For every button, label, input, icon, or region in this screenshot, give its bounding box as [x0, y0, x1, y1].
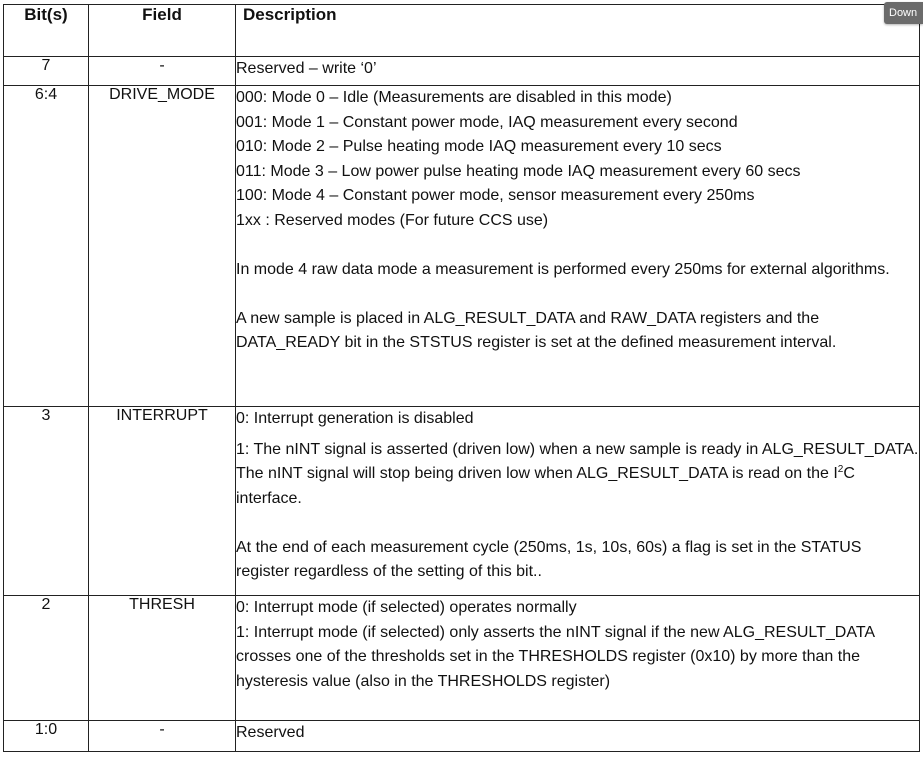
- desc-line: 011: Mode 3 – Low power pulse heating mode IAQ measurement every 60 secs: [236, 162, 801, 180]
- header-description: Description: [236, 5, 920, 57]
- desc-paragraph: A new sample is placed in ALG_RESULT_DATA and RAW_DATA registers and the DATA_READY bit in the STSTUS register is set at the defined measurement interval.: [236, 309, 837, 351]
- row-field: THRESH: [89, 596, 236, 721]
- desc-line: 0: Interrupt generation is disabled: [236, 410, 474, 427]
- desc-paragraph: In mode 4 raw data mode a measurement is performed every 250ms for external algorithms.: [236, 260, 890, 278]
- row-bits: 3: [4, 407, 89, 596]
- header-bits: Bit(s): [4, 5, 89, 57]
- desc-paragraph: 1: Interrupt mode (if selected) only asserts the nINT signal if the new ALG_RESULT_DATA crosses one of the thresholds set in the THRESHOLDS register (0x10) by more than the hysteresis value (also in the THRESHOLDS register): [236, 623, 875, 690]
- desc-paragraph: [236, 438, 919, 512]
- superscript: 2: [837, 464, 844, 475]
- row-bits: 1:0: [4, 721, 89, 752]
- table-row: [4, 57, 920, 86]
- row-bits: 2: [4, 596, 89, 721]
- row-bits: 6:4: [4, 86, 89, 407]
- table-row: [4, 86, 920, 407]
- desc-line: 001: Mode 1 – Constant power mode, IAQ measurement every second: [236, 113, 738, 131]
- desc-line: Reserved – write ‘0’: [236, 60, 377, 77]
- desc-text: C interface.: [236, 465, 855, 507]
- row-field: INTERRUPT: [89, 407, 236, 596]
- desc-line: 1xx : Reserved modes (For future CCS use): [236, 211, 549, 229]
- row-bits: 7: [4, 57, 89, 86]
- desc-line: 000: Mode 0 – Idle (Measurements are disabled in this mode): [236, 89, 672, 106]
- desc-line: 0: Interrupt mode (if selected) operates normally: [236, 599, 577, 616]
- desc-line: 100: Mode 4 – Constant power mode, sensor measurement every 250ms: [236, 187, 755, 204]
- row-description: [236, 721, 920, 752]
- table-row: [4, 407, 920, 596]
- desc-line: Reserved: [236, 724, 305, 741]
- table-row: [4, 721, 920, 752]
- row-description: [236, 596, 920, 721]
- download-button[interactable]: Down: [884, 2, 923, 24]
- table-row: [4, 596, 920, 721]
- row-description: [236, 57, 920, 86]
- row-field: DRIVE_MODE: [89, 86, 236, 407]
- register-table: [3, 4, 920, 752]
- header-field: Field: [89, 5, 236, 57]
- row-field: -: [89, 721, 236, 752]
- row-description: [236, 407, 920, 596]
- desc-text: 1: The nINT signal is asserted (driven low) when a new sample is ready in ALG_RESULT_DATA. The nINT signal will stop being driven low when ALG_RESULT_DATA is read on the I: [236, 440, 919, 482]
- desc-paragraph: At the end of each measurement cycle (250ms, 1s, 10s, 60s) a flag is set in the STATUS register regardless of the setting of this bit..: [236, 538, 862, 580]
- row-field: -: [89, 57, 236, 86]
- desc-line: 010: Mode 2 – Pulse heating mode IAQ measurement every 10 secs: [236, 138, 722, 155]
- row-description: [236, 86, 920, 407]
- table-header-row: [4, 5, 920, 57]
